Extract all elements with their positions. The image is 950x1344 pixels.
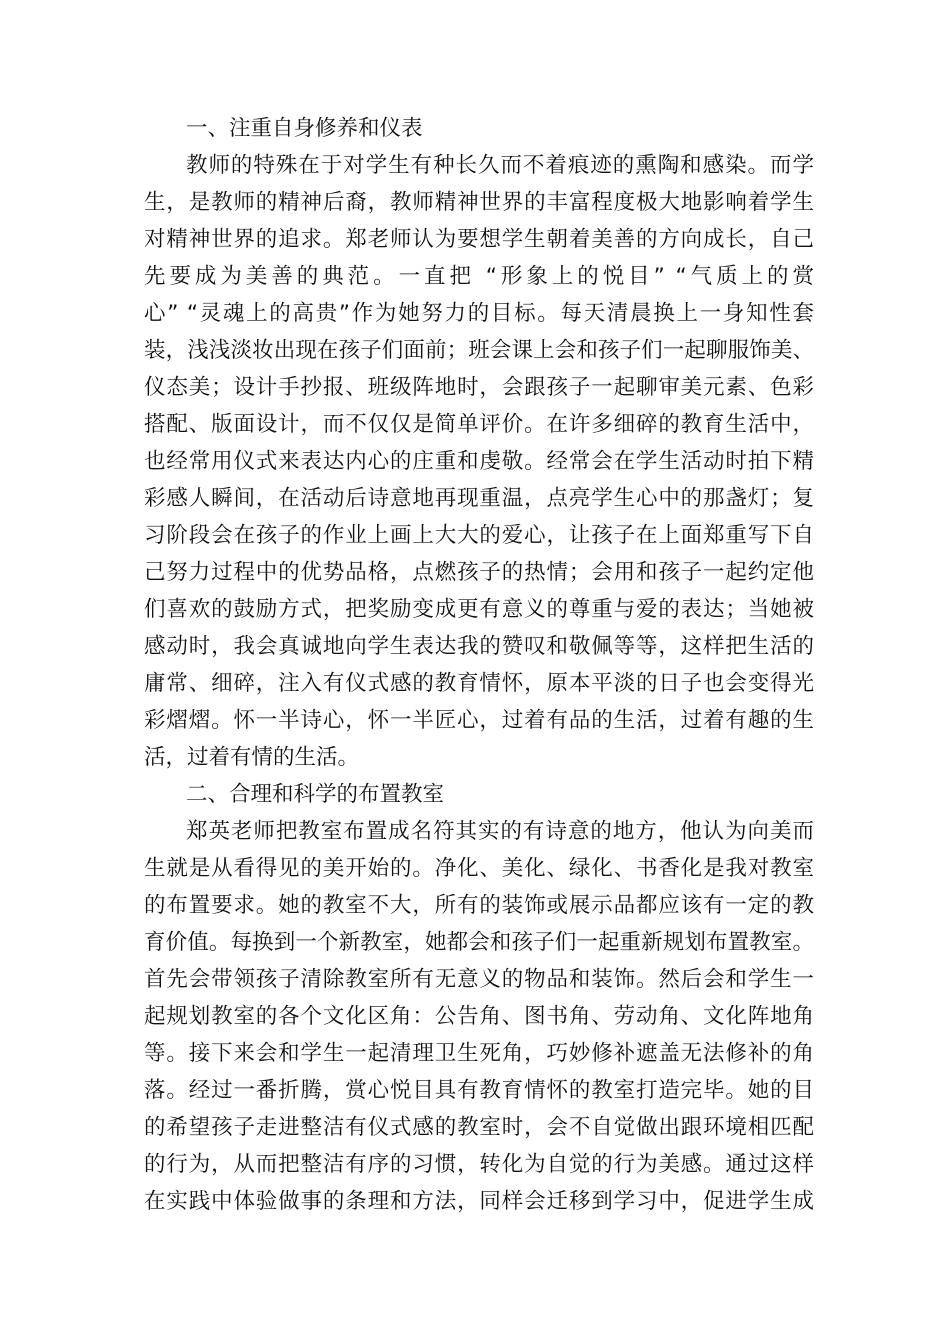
paragraph-line: 教师的特殊在于对学生有种长久而不着痕迹的熏陶和感染。而学 (186, 153, 814, 178)
paragraph-line: 在实践中体验做事的条理和方法，同样会迁移到学习中，促进学生成 (144, 1189, 814, 1214)
paragraph-line: 活，过着有情的生活。 (144, 745, 360, 770)
paragraph-line: 彩感人瞬间，在活动后诗意地再现重温，点亮学生心中的那盏灯；复 (144, 486, 814, 511)
paragraph-line: 的希望孩子走进整洁有仪式感的教室时，会不自觉做出跟环境相匹配 (144, 1115, 814, 1140)
paragraph-line: 也经常用仪式来表达内心的庄重和虔敬。经常会在学生活动时拍下精 (144, 449, 814, 474)
paragraph-line: 庸常、细碎，注入有仪式感的教育情怀，原本平淡的日子也会变得光 (144, 671, 814, 696)
paragraph-line: 装，浅浅淡妆出现在孩子们面前；班会课上会和孩子们一起聊服饰美、 (144, 338, 814, 363)
paragraph-line: 仪态美；设计手抄报、班级阵地时，会跟孩子一起聊审美元素、色彩 (144, 375, 814, 400)
paragraph-line: 郑英老师把教室布置成名符其实的有诗意的地方，他认为向美而 (186, 819, 814, 844)
paragraph-line: 对精神世界的追求。郑老师认为要想学生朝着美善的方向成长，自己 (144, 227, 814, 252)
section-heading-2: 二、合理和科学的布置教室 (186, 782, 445, 807)
paragraph-line: 等。接下来会和学生一起清理卫生死角，巧妙修补遮盖无法修补的角 (144, 1041, 814, 1066)
section-heading-1: 一、注重自身修养和仪表 (186, 116, 423, 141)
paragraph-line: 的行为，从而把整洁有序的习惯，转化为自觉的行为美感。通过这样 (144, 1152, 814, 1177)
paragraph-line: 彩熠熠。怀一半诗心，怀一半匠心，过着有品的生活，过着有趣的生 (144, 708, 814, 733)
paragraph-line: 育价值。每换到一个新教室，她都会和孩子们一起重新规划布置教室。 (144, 930, 814, 955)
paragraph-line: 首先会带领孩子清除教室所有无意义的物品和装饰。然后会和学生一 (144, 967, 814, 992)
paragraph-line: 生，是教师的精神后裔，教师精神世界的丰富程度极大地影响着学生 (144, 190, 814, 215)
paragraph-line: 先要成为美善的典范。一直把 “形象上的悦目” “气质上的赏 (144, 264, 814, 289)
paragraph-line: 心” “灵魂上的高贵”作为她努力的目标。每天清晨换上一身知性套 (144, 301, 814, 326)
paragraph-line: 搭配、版面设计，而不仅仅是简单评价。在许多细碎的教育生活中， (144, 412, 814, 437)
paragraph-line: 己努力过程中的优势品格，点燃孩子的热情；会用和孩子一起约定他 (144, 560, 814, 585)
paragraph-line: 生就是从看得见的美开始的。净化、美化、绿化、书香化是我对教室 (144, 856, 814, 881)
paragraph-line: 起规划教室的各个文化区角：公告角、图书角、劳动角、文化阵地角 (144, 1004, 814, 1029)
paragraph-line: 习阶段会在孩子的作业上画上大大的爱心，让孩子在上面郑重写下自 (144, 523, 814, 548)
paragraph-line: 们喜欢的鼓励方式，把奖励变成更有意义的尊重与爱的表达；当她被 (144, 597, 814, 622)
paragraph-line: 的布置要求。她的教室不大，所有的装饰或展示品都应该有一定的教 (144, 893, 814, 918)
paragraph-line: 感动时，我会真诚地向学生表达我的赞叹和敬佩等等，这样把生活的 (144, 634, 814, 659)
paragraph-line: 落。经过一番折腾，赏心悦目具有教育情怀的教室打造完毕。她的目 (144, 1078, 814, 1103)
